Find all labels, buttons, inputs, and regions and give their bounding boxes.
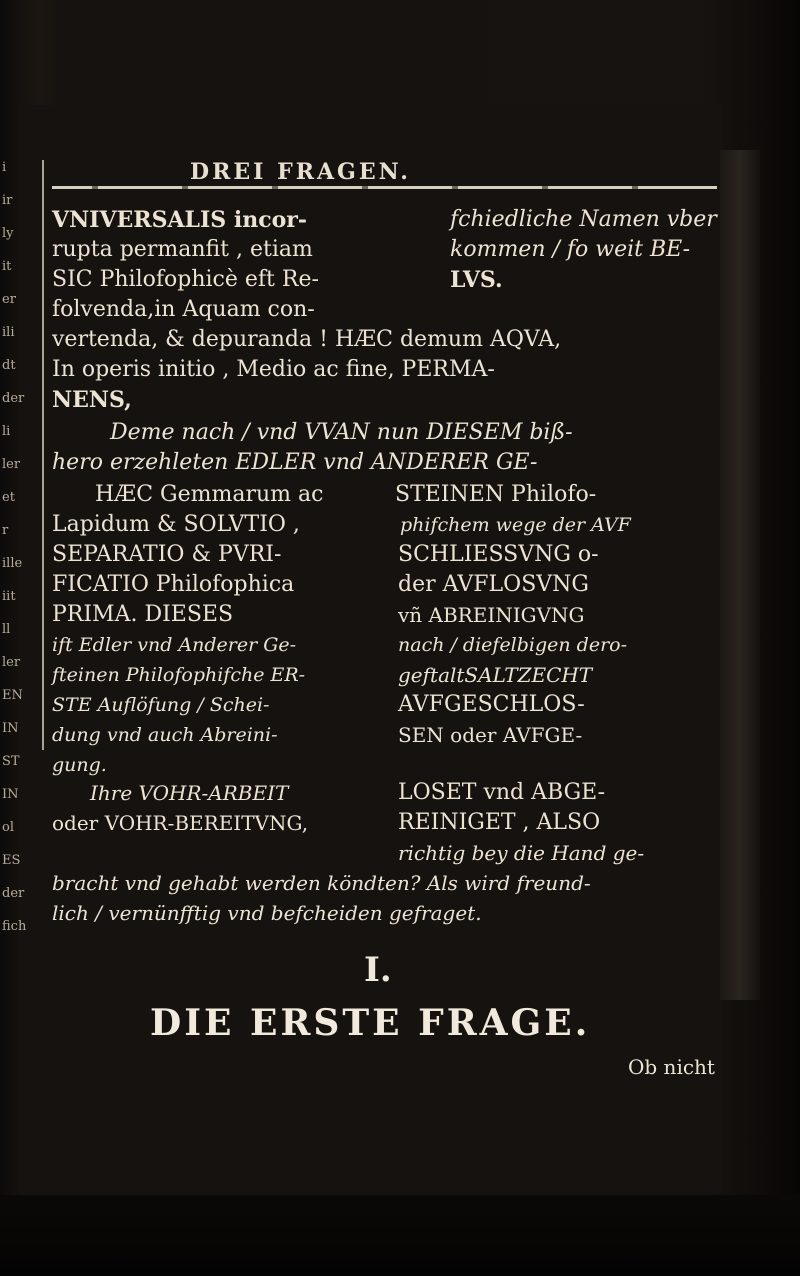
section-title: DIE ERSTE FRAGE. bbox=[150, 1002, 591, 1044]
col-right-line: phifchem wege der AVF bbox=[400, 514, 631, 536]
margin-fragment: ler bbox=[2, 457, 21, 472]
text-line-right: fchiedliche Namen vber bbox=[450, 207, 717, 232]
text-line: bracht vnd gehabt werden köndten? Als wird freund- bbox=[52, 871, 591, 895]
margin-fragment: ir bbox=[2, 193, 13, 208]
margin-fragment: ler bbox=[2, 655, 21, 670]
text-line: vertenda, & depuranda ! HÆC demum AQVA, bbox=[52, 327, 562, 352]
margin-fragment: li bbox=[2, 424, 11, 439]
margin-fragment: ly bbox=[2, 226, 14, 241]
margin-fragment: er bbox=[2, 292, 16, 307]
text-line-right: kommen / fo weit BE- bbox=[450, 237, 691, 262]
margin-fragment: ES bbox=[2, 853, 21, 868]
margin-fragment: ili bbox=[2, 325, 15, 340]
col-left-line: ift Edler vnd Anderer Ge- bbox=[52, 634, 297, 656]
margin-fragment: ST bbox=[2, 754, 20, 769]
margin-fragment: iit bbox=[2, 589, 16, 604]
text-line-left: rupta permanfit , etiam bbox=[52, 237, 313, 262]
col-right-line: nach / diefelbigen dero- bbox=[398, 634, 628, 656]
margin-fragment: IN bbox=[2, 721, 19, 736]
margin-fragment: dt bbox=[2, 358, 16, 373]
col-left-line: PRIMA. DIESES bbox=[52, 602, 234, 627]
col-left-line: Lapidum & SOLVTIO , bbox=[52, 512, 300, 537]
col-left-line: fteinen Philofophifche ER- bbox=[52, 664, 306, 686]
col-right-line: der AVFLOSVNG bbox=[398, 572, 589, 597]
margin-fragment: et bbox=[2, 490, 15, 505]
margin-fragment: ille bbox=[2, 556, 23, 571]
margin-fragment: i bbox=[2, 160, 7, 175]
col-right-line: SEN oder AVFGE- bbox=[398, 723, 583, 747]
margin-fragment: IN bbox=[2, 787, 19, 802]
margin-fragment: ll bbox=[2, 622, 11, 637]
margin-fragment: it bbox=[2, 259, 12, 274]
text-line: hero erzehleten EDLER vnd ANDERER GE- bbox=[52, 450, 538, 475]
col-right-line: SCHLIESSVNG o- bbox=[398, 542, 599, 567]
text-line-right: LVS. bbox=[450, 267, 503, 293]
col-right-line: LOSET vnd ABGE- bbox=[398, 780, 606, 805]
col-left-line: gung. bbox=[52, 754, 107, 776]
col-left-line: Ihre VOHR-ARBEIT bbox=[90, 781, 289, 805]
margin-fragment: fich bbox=[2, 919, 27, 934]
margin-fragment: der bbox=[2, 886, 25, 901]
text-line-left: folvenda,in Aquam con- bbox=[52, 297, 315, 322]
text-line-left: SIC Philofophicè eft Re- bbox=[52, 267, 319, 292]
text-line-left: VNIVERSALIS incor- bbox=[52, 207, 307, 233]
margin-fragment: ol bbox=[2, 820, 14, 835]
text-line: Deme nach / vnd VVAN nun DIESEM biß- bbox=[110, 420, 573, 445]
running-title: DREI FRAGEN. bbox=[190, 159, 411, 185]
col-left-line: HÆC Gemmarum ac bbox=[95, 482, 324, 507]
col-right-line: AVFGESCHLOS- bbox=[398, 692, 585, 717]
scan-bottom-shadow bbox=[0, 1195, 800, 1276]
col-left-line: STE Auflöfung / Schei- bbox=[52, 694, 270, 716]
col-left-line: oder VOHR-BEREITVNG, bbox=[52, 811, 309, 835]
text-line: NENS, bbox=[52, 387, 132, 413]
margin-fragment: der bbox=[2, 391, 25, 406]
col-left-line: dung vnd auch Abreini- bbox=[52, 724, 278, 746]
col-right-line: richtig bey die Hand ge- bbox=[398, 841, 645, 865]
page-edge-shadow bbox=[720, 150, 760, 1000]
margin-fragment: EN bbox=[2, 688, 23, 703]
header-rule bbox=[52, 186, 717, 189]
col-left-line: SEPARATIO & PVRI- bbox=[52, 542, 282, 567]
col-right-line: geftaltSALTZECHT bbox=[398, 663, 593, 687]
catchword: Ob nicht bbox=[628, 1055, 715, 1079]
col-right-line: STEINEN Philofo- bbox=[395, 482, 597, 507]
margin-fragment: r bbox=[2, 523, 9, 538]
col-right-line: REINIGET , ALSO bbox=[398, 810, 601, 835]
col-right-line: vñ ABREINIGVNG bbox=[398, 603, 585, 627]
gutter-line bbox=[42, 160, 44, 750]
col-left-line: FICATIO Philofophica bbox=[52, 572, 295, 597]
section-number: I. bbox=[364, 950, 392, 990]
facing-page-margin bbox=[0, 160, 34, 934]
text-line: In operis initio , Medio ac fine, PERMA- bbox=[52, 357, 495, 382]
text-line: lich / vernünfftig vnd befcheiden gefraget. bbox=[52, 901, 482, 925]
